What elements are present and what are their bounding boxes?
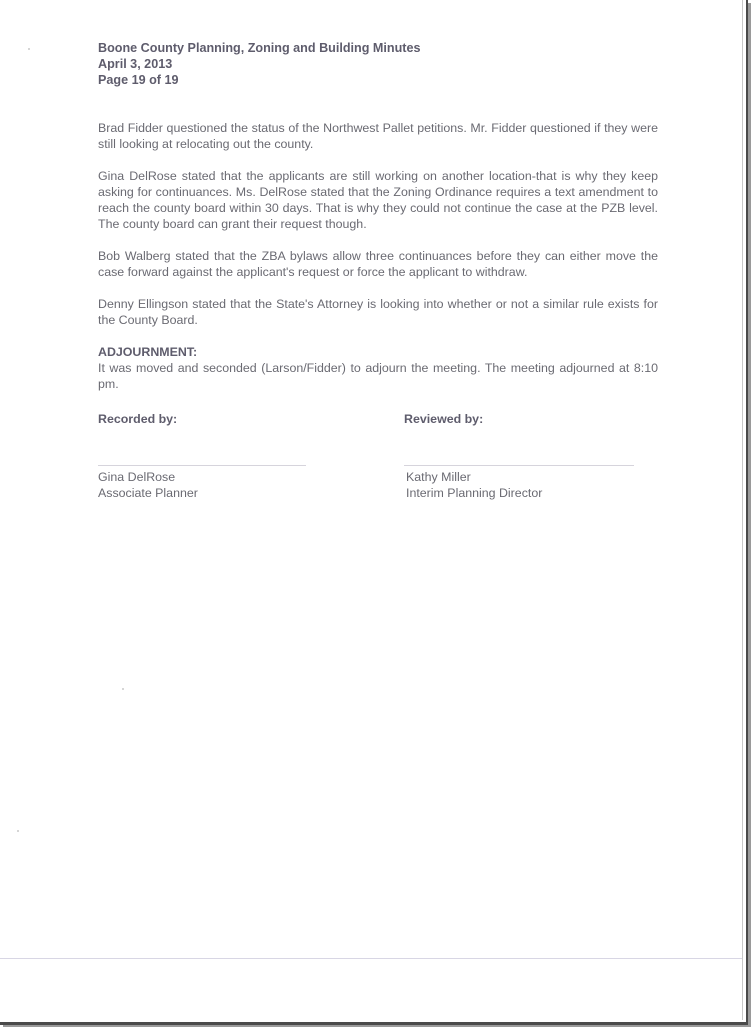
reviewer-role: Interim Planning Director bbox=[406, 486, 543, 500]
document-date: April 3, 2013 bbox=[98, 57, 173, 71]
scan-speck bbox=[28, 48, 30, 50]
paragraph: Gina DelRose stated that the applicants are still working on another location-that is why they keep asking for continuances. Ms. DelRose stated that the Zoning Ordinance requires a text amendment to reach the county board within 30 days. That is why they could not continue the case at the PZB level. The county board can grant their request though. bbox=[98, 169, 658, 231]
reviewer-name: Kathy Miller bbox=[406, 470, 471, 484]
reviewed-by-block bbox=[404, 411, 543, 500]
document-header bbox=[98, 40, 658, 88]
recorder-details bbox=[98, 469, 198, 501]
recorder-name: Gina DelRose bbox=[98, 470, 176, 484]
page-edge bbox=[742, 0, 743, 1020]
reviewed-by-label: Reviewed by: bbox=[404, 412, 484, 426]
paragraph: Bob Walberg stated that the ZBA bylaws allow three continuances before they can either move the case forward against the applicant's request or force the applicant to withdraw. bbox=[98, 249, 658, 279]
reviewer-details bbox=[406, 469, 542, 501]
document-title: Boone County Planning, Zoning and Building Minutes bbox=[98, 41, 421, 55]
page-number: Page 19 of 19 bbox=[98, 73, 179, 87]
paragraph: Brad Fidder questioned the status of the Northwest Pallet petitions. Mr. Fidder questioned if they were still looking at relocating out the county. bbox=[98, 121, 658, 151]
scan-speck bbox=[122, 688, 124, 690]
scan-speck bbox=[17, 830, 19, 832]
recorder-role: Associate Planner bbox=[98, 486, 198, 500]
recorded-by-block bbox=[98, 411, 198, 500]
adjournment-text: It was moved and seconded (Larson/Fidder) to adjourn the meeting. The meeting adjourned at 8:10 pm. bbox=[98, 361, 658, 391]
adjournment-heading: ADJOURNMENT: bbox=[98, 345, 198, 359]
recorded-by-label: Recorded by: bbox=[98, 412, 178, 426]
signature-line bbox=[98, 465, 306, 466]
scan-artifact-line bbox=[0, 958, 742, 959]
signature-block bbox=[98, 411, 658, 521]
signature-line bbox=[404, 465, 634, 466]
document-content bbox=[98, 40, 658, 521]
paragraph: Denny Ellingson stated that the State's Attorney is looking into whether or not a similar rule exists for the County Board. bbox=[98, 297, 658, 327]
